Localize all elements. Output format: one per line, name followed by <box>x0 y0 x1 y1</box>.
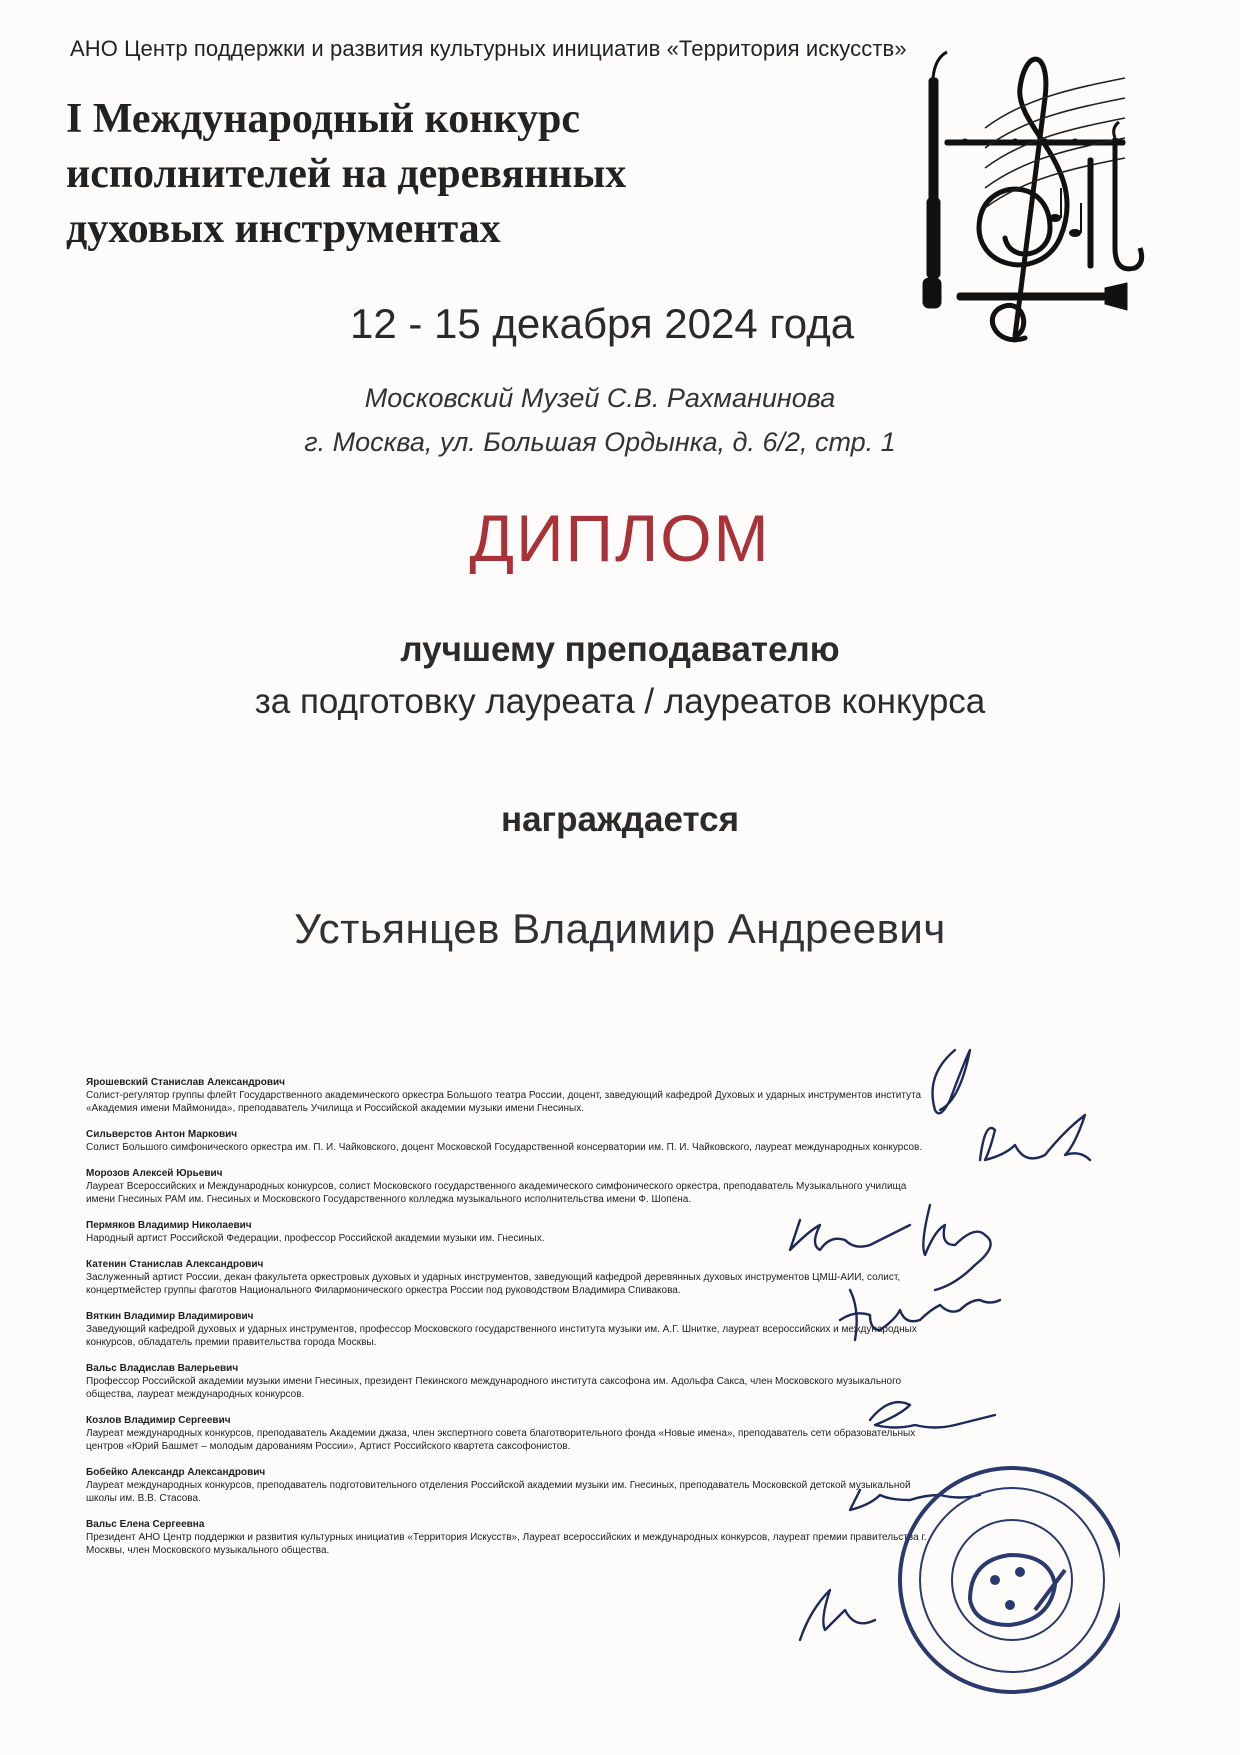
awarded-label: награждается <box>500 800 740 839</box>
venue-name: Московский Музей С.В. Рахманинова <box>364 383 836 413</box>
jury-member-description: Лауреат международных конкурсов, преподаватель подготовительного отделения Российской академии музыки им. Гнесиных, преподаватель Московской детской музыкальной школы им. В.В. Стасова. <box>86 1480 911 1504</box>
music-emblem-icon <box>905 38 1155 358</box>
award-reason: за подготовку лауреата / лауреатов конкурса <box>254 682 986 721</box>
title-line: исполнителей на деревянных <box>66 151 627 197</box>
jury-member-description: Народный артист Российской Федерации, профессор Российской академии музыки им. Гнесиных. <box>86 1233 545 1244</box>
jury-member-name: Бобейко Александр Александрович <box>86 1467 266 1478</box>
competition-dates: 12 - 15 декабря 2024 года <box>350 300 855 347</box>
nomination: лучшему преподавателю <box>400 630 840 669</box>
venue-address: г. Москва, ул. Большая Ордынка, д. 6/2, стр. 1 <box>304 427 896 457</box>
jury-member-name: Вяткин Владимир Владимирович <box>86 1311 254 1322</box>
round-seal-icon <box>900 1468 1120 1692</box>
diploma-heading: ДИПЛОМ <box>469 501 771 575</box>
jury-member-description: Заведующий кафедрой духовых и ударных инструментов, профессор Московского государственного института музыки им. А.Г. Шнитке, лауреат всероссийских и международных конкурсов, обладатель премии правительства города Москвы. <box>86 1324 917 1348</box>
organization-name: АНО Центр поддержки и развития культурных инициатив «Территория искусств» <box>70 36 907 61</box>
title-line: духовых инструментах <box>66 206 501 252</box>
jury-member-name: Пермяков Владимир Николаевич <box>86 1220 252 1231</box>
signature-icon <box>790 1220 910 1250</box>
title-line: I Международный конкурс <box>66 96 581 142</box>
jury-member-description: Заслуженный артист России, декан факультета оркестровых духовых и ударных инструментов, заведующий кафедрой деревянных духовых инструментов ЦМШ-АИИ, солист, концертмейстер группы фаготов Национального Филармонического оркестра России под руководством Владимира Спивакова. <box>86 1272 901 1296</box>
recipient-name: Устьянцев Владимир Андреевич <box>294 905 946 952</box>
jury-member-description: Солист Большого симфонического оркестра им. П. И. Чайковского, доцент Московской Государственной консерватории им. П. И. Чайковского, лауреат международных конкурсов. <box>86 1142 923 1153</box>
clarinet-icon <box>957 283 1127 310</box>
signature-icon <box>923 1205 990 1290</box>
bassoon-icon <box>923 52 947 308</box>
jury-member-name: Вальс Елена Сергеевна <box>86 1519 205 1530</box>
venue <box>250 376 950 464</box>
jury-member-name: Ярошевский Станислав Александрович <box>86 1077 285 1088</box>
jury-member-description: Лауреат международных конкурсов, преподаватель Академии джаза, член экспертного совета благотворительного фонда «Новые имена», преподаватель сети образовательных центров «Юрий Башмет – молодым дарованиям России», Артист Российского квартета саксофонистов. <box>86 1428 916 1452</box>
signature-icon <box>800 1590 875 1640</box>
jury-member-name: Вальс Владислав Валерьевич <box>86 1363 239 1374</box>
jury-member-description: Лауреат Всероссийских и Международных конкурсов, солист Московского государственного академического симфонического оркестра, преподаватель Музыкального училища имени Гнесиных РАМ им. Гнесиных и Московского Государственного колледжа музыкального исполнительства имени Ф. Шопена. <box>86 1181 907 1205</box>
jury-member-name: Морозов Алексей Юрьевич <box>86 1168 223 1179</box>
jury-member-description: Президент АНО Центр поддержки и развития культурных инициатив «Территория Искусств», Лауреат всероссийских и международных конкурсов, лауреат премии правительства г. Москвы, член Московского музыкального общества. <box>86 1532 927 1556</box>
jury-member-description: Профессор Российской академии музыки имени Гнесиных, президент Пекинского международного института саксофона им. Адольфа Сакса, член Московского музыкального общества, лауреат международных конкурсов. <box>86 1376 902 1400</box>
jury-member-name: Катенин Станислав Александрович <box>86 1259 264 1270</box>
signature-icon <box>850 1490 980 1510</box>
jury-member-name: Козлов Владимир Сергеевич <box>86 1415 231 1426</box>
competition-title <box>66 92 886 257</box>
jury-member-description: Солист-регулятор группы флейт Государственного академического оркестра Большого театра России, доцент, заведующий кафедрой Духовых и ударных инструментов института «Академия имени Маймонида», преподаватель Училища и Российской академии музыки имени Гнесиных. <box>86 1090 922 1114</box>
signature-icon <box>840 1290 1000 1340</box>
oboe-icon <box>1088 158 1093 268</box>
signature-icon <box>980 1115 1090 1160</box>
signature-icon <box>933 1050 971 1113</box>
signatures-and-seal <box>780 1020 1120 1710</box>
signature-icon <box>870 1402 995 1427</box>
jury-member-name: Сильверстов Антон Маркович <box>86 1129 238 1140</box>
